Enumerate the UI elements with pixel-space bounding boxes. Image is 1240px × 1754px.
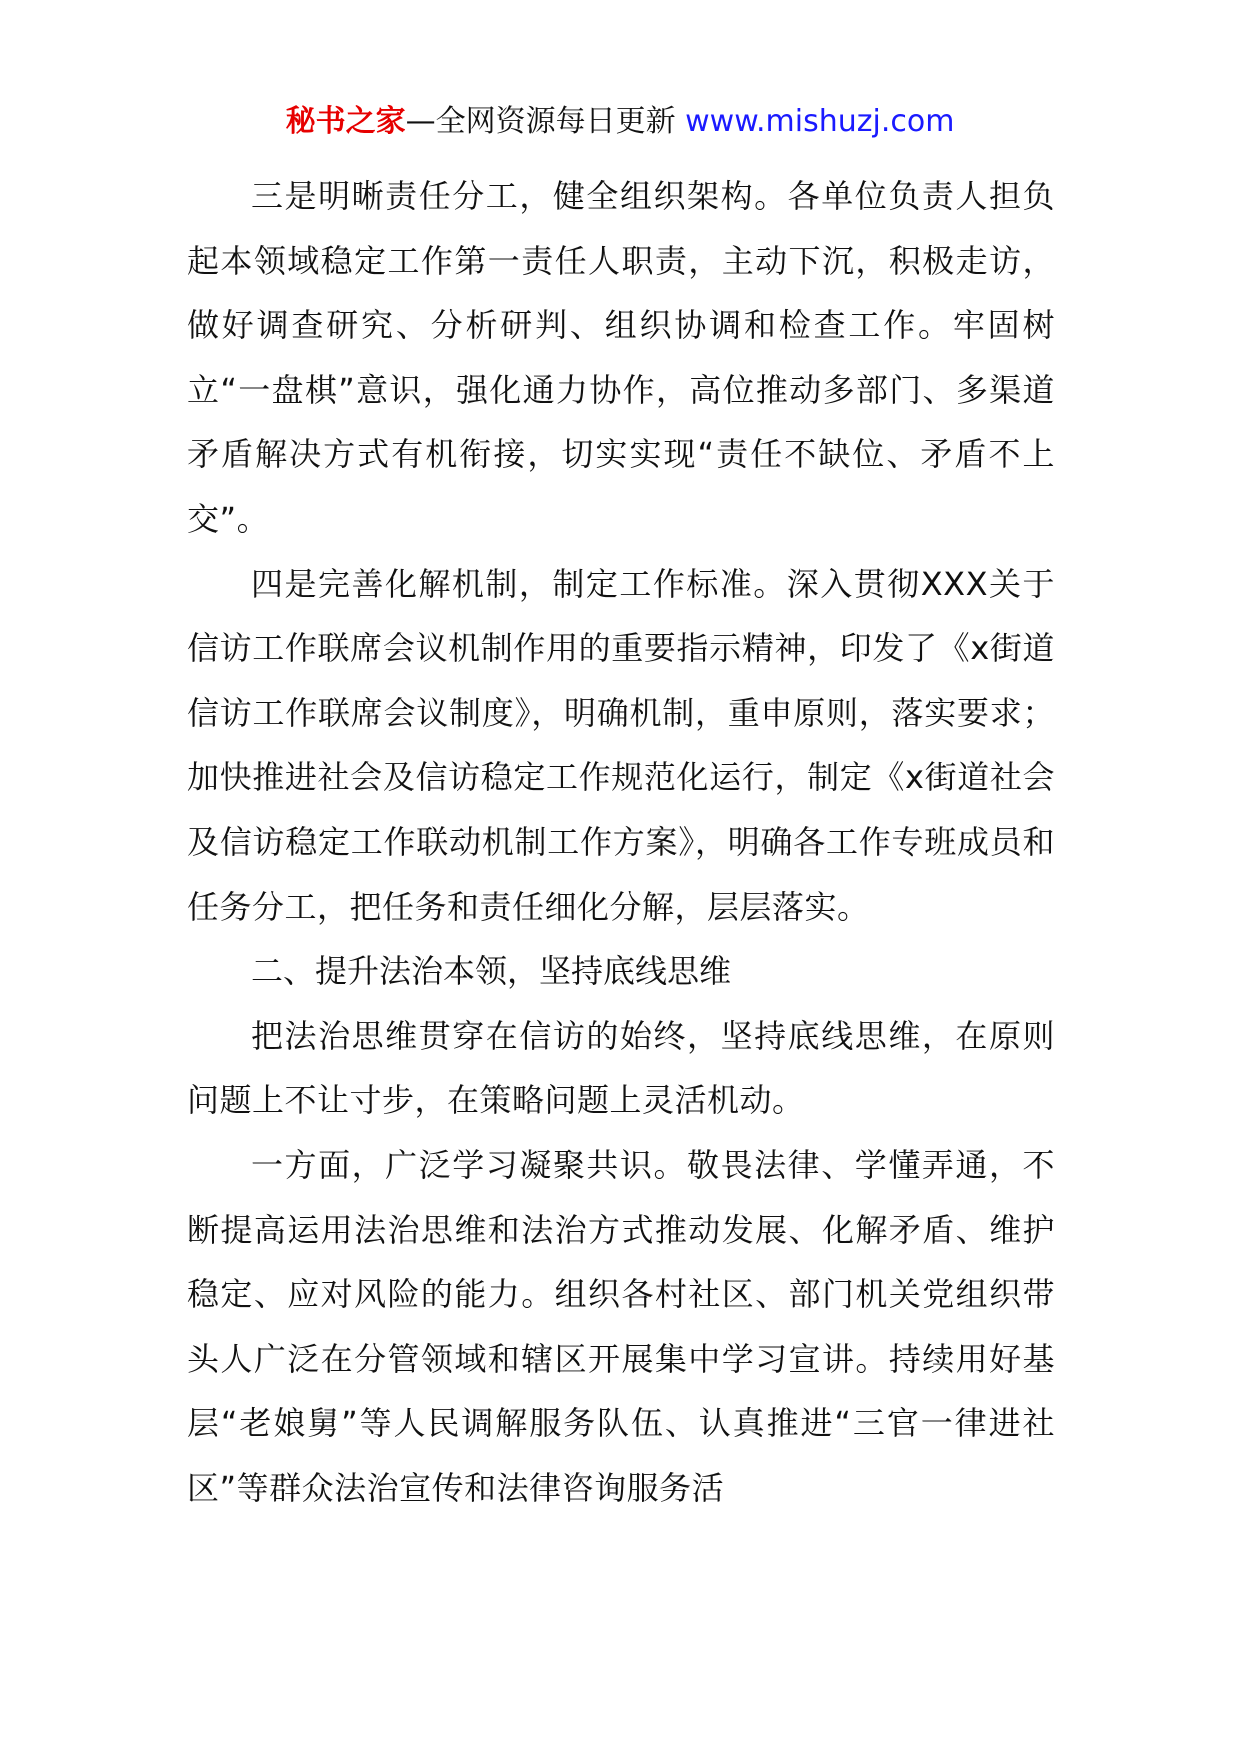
document-body — [187, 164, 1055, 1520]
site-brand: 秘书之家 — [285, 104, 406, 139]
site-url-link[interactable]: www.mishuzj.com — [685, 104, 955, 139]
section-heading: 二、提升法治本领，坚持底线思维 — [251, 952, 732, 991]
paragraph-responsibility: 三是明晰责任分工，健全组织架构。各单位负责人担负起本领域稳定工作第一责任人职责，主动下沉，积极走访，做好调查研究、分析研判、组织协调和检查工作。牢固树立“一盘棋”意识，强化通力协作，高位推动多部门、多渠道矛盾解决方式有机衔接，切实实现“责任不缺位、矛盾不上交”。 — [187, 177, 1055, 538]
paragraph-rule-of-law: 把法治思维贯穿在信访的始终，坚持底线思维，在原则问题上不让寸步，在策略问题上灵活机动。 — [187, 1016, 1055, 1120]
paragraph-mechanism: 四是完善化解机制，制定工作标准。深入贯彻XXX关于信访工作联席会议机制作用的重要指示精神，印发了《x街道信访工作联席会议制度》，明确机制，重申原则，落实要求；加快推进社会及信访稳定工作规范化运行，制定《x街道社会及信访稳定工作联动机制工作方案》，明确各工作专班成员和任务分工，把任务和责任细化分解，层层落实。 — [187, 564, 1055, 926]
site-tagline: —全网资源每日更新 — [405, 104, 686, 139]
paragraph-learning: 一方面，广泛学习凝聚共识。敬畏法律、学懂弄通，不断提高运用法治思维和法治方式推动发展、化解矛盾、维护稳定、应对风险的能力。组织各村社区、部门机关党组织带头人广泛在分管领域和辖区开展集中学习宣讲。持续用好基层“老娘舅”等人民调解服务队伍、认真推进“三官一律进社区”等群众法治宣传和法律咨询服务活 — [187, 1145, 1055, 1507]
document-header — [0, 100, 1240, 144]
